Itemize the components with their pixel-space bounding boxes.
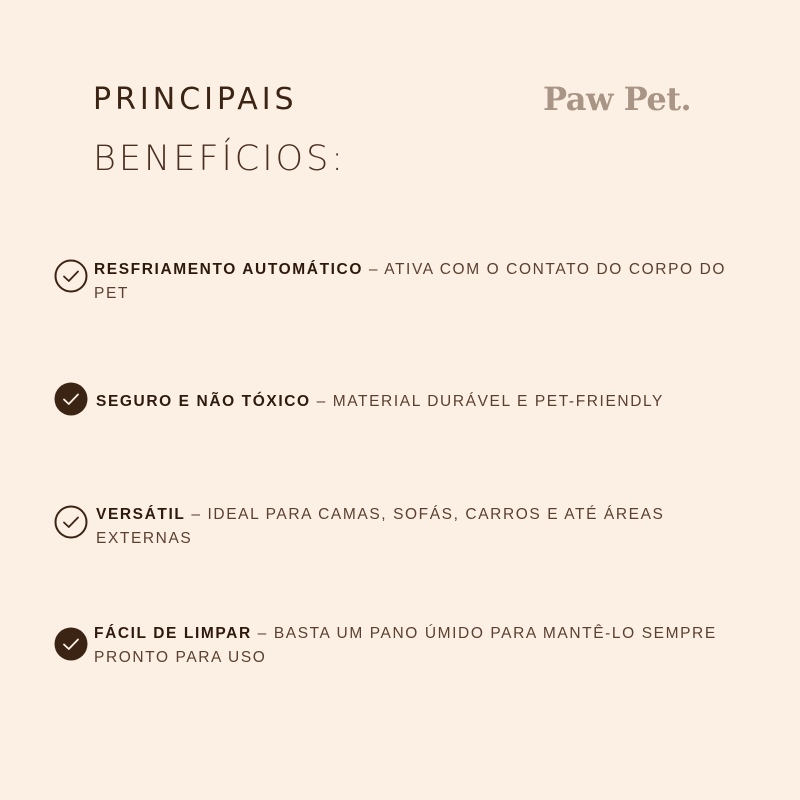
benefit-description: IDEAL PARA CAMAS, SOFÁS, CARROS E ATÉ ÁREAS EXTERNAS	[96, 506, 665, 547]
title-line-1: PRINCIPAIS	[93, 82, 298, 117]
title-line-2: BENEFÍCIOS:	[93, 139, 347, 179]
logo-text-pet: Pet	[612, 80, 681, 118]
brand-logo	[543, 80, 691, 118]
logo-dot: .	[680, 80, 692, 118]
benefit-separator: –	[251, 625, 274, 642]
benefit-title: SEGURO E NÃO TÓXICO	[96, 393, 311, 410]
benefit-separator: –	[310, 393, 333, 410]
check-circle-filled-icon	[54, 627, 88, 661]
check-circle-outline-icon	[54, 259, 88, 293]
benefit-title: RESFRIAMENTO AUTOMÁTICO	[94, 261, 364, 278]
benefit-separator: –	[363, 261, 385, 278]
logo-text-paw: Paw	[543, 80, 613, 118]
benefit-title: VERSÁTIL	[96, 506, 186, 523]
benefit-text	[96, 503, 734, 551]
benefit-title: FÁCIL DE LIMPAR	[94, 625, 252, 642]
benefit-description: ATIVA COM O CONTATO DO CORPO DO PET	[94, 261, 727, 302]
check-circle-filled-icon	[54, 382, 88, 416]
benefit-text	[94, 622, 734, 670]
benefit-text	[94, 258, 734, 306]
benefit-text	[96, 390, 734, 414]
benefit-description: BASTA UM PANO ÚMIDO PARA MANTÊ-LO SEMPRE PRONTO PARA USO	[94, 625, 717, 666]
check-circle-outline-icon	[54, 505, 88, 539]
benefit-separator: –	[185, 506, 208, 523]
benefit-description: MATERIAL DURÁVEL E PET-FRIENDLY	[332, 393, 664, 410]
